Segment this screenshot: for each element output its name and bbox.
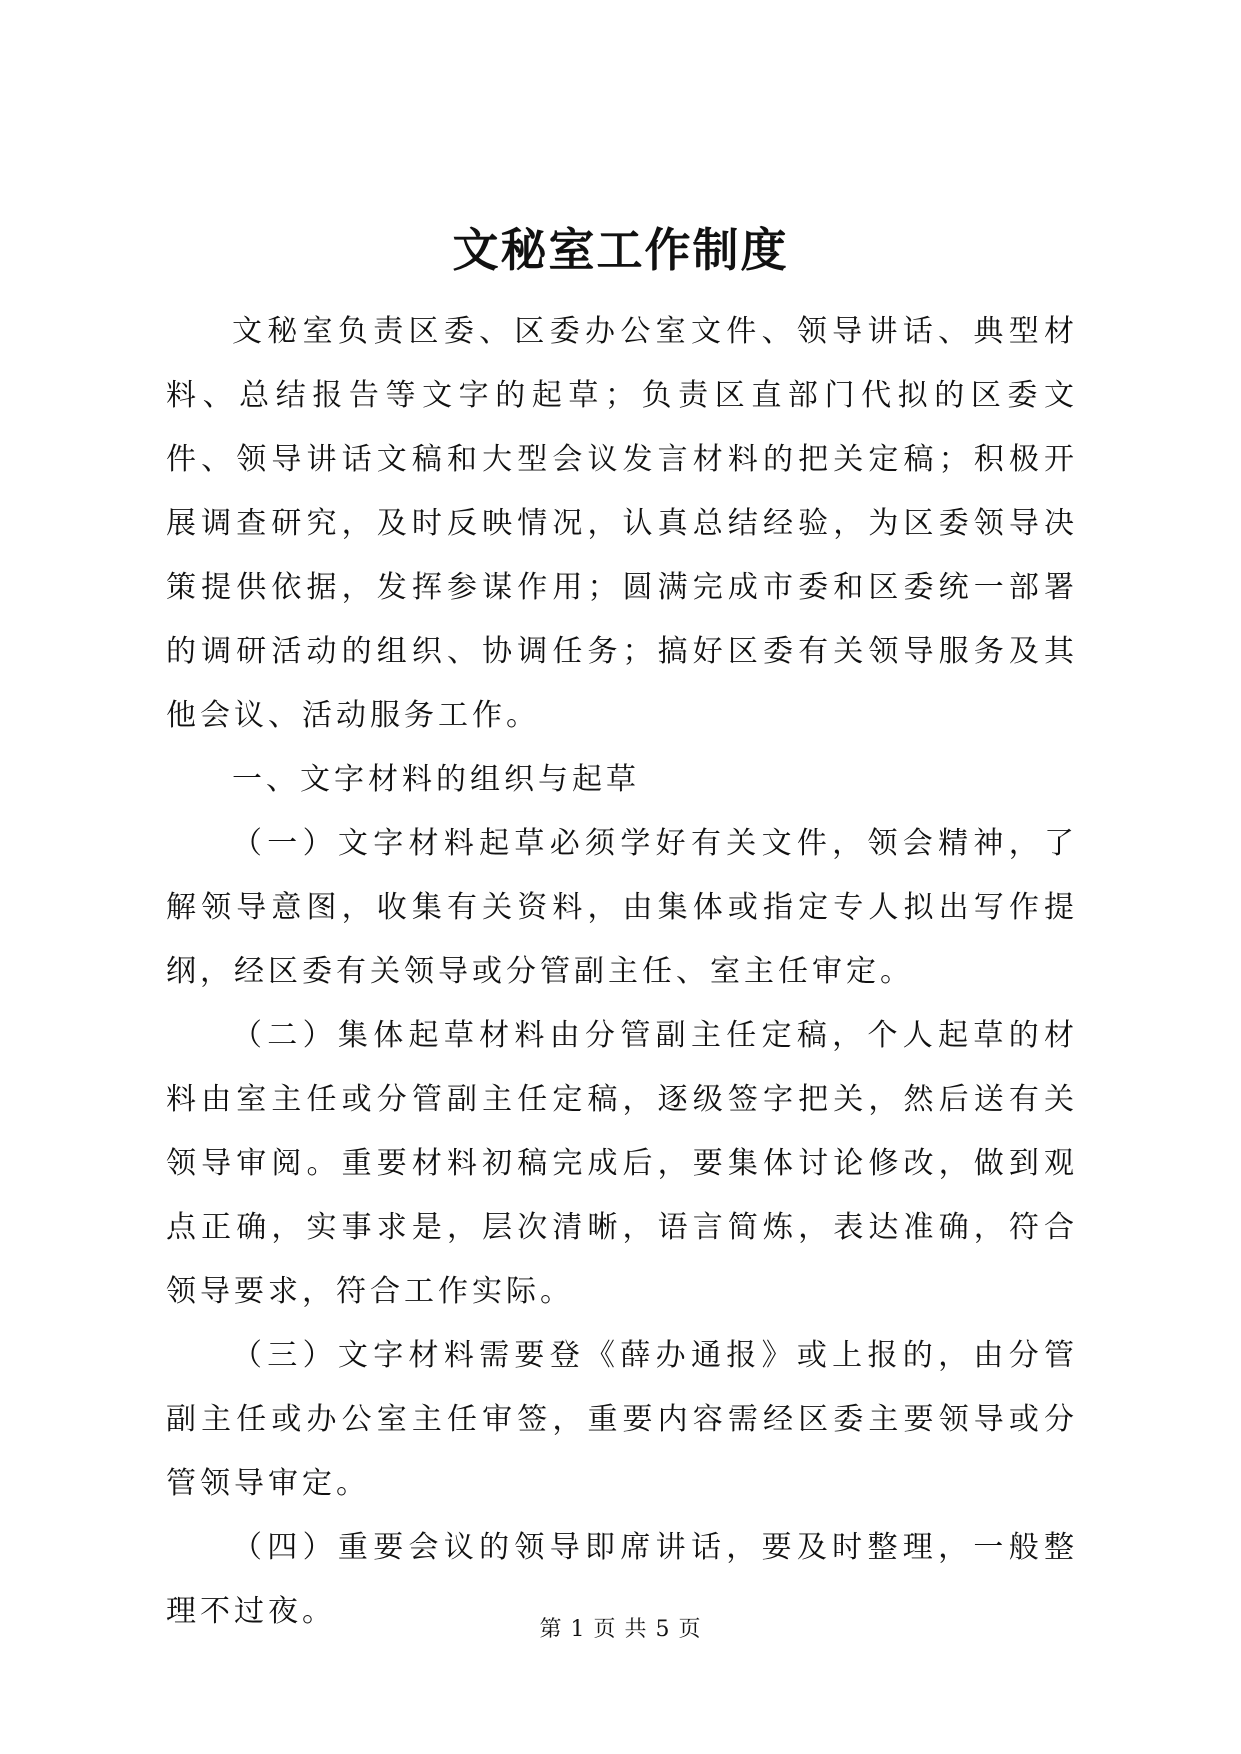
document-title: 文秘室工作制度 — [452, 223, 789, 277]
document-body — [166, 300, 1078, 1644]
paragraph-intro: 文秘室负责区委、区委办公室文件、领导讲话、典型材料、总结报告等文字的起草；负责区直部门代拟的区委文件、领导讲话文稿和大型会议发言材料的把关定稿；积极开展调查研究，及时反映情况，认真总结经验，为区委领导决策提供依据，发挥参谋作用；圆满完成市委和区委统一部署的调研活动的组织、协调任务；搞好区委有关领导服务及其他会议、活动服务工作。 — [166, 314, 1078, 733]
paragraph-item-4: （四）重要会议的领导即席讲话，要及时整理，一般整理不过夜。 — [166, 1530, 1078, 1629]
section-heading-1: 一、文字材料的组织与起草 — [232, 762, 640, 797]
paragraph-item-3: （三）文字材料需要登《薛办通报》或上报的，由分管副主任或办公室主任审签，重要内容需经区委主要领导或分管领导审定。 — [166, 1338, 1078, 1501]
paragraph-item-2: （二）集体起草材料由分管副主任定稿，个人起草的材料由室主任或分管副主任定稿，逐级签字把关，然后送有关领导审阅。重要材料初稿完成后，要集体讨论修改，做到观点正确，实事求是，层次清晰，语言简炼，表达准确，符合领导要求，符合工作实际。 — [166, 1018, 1078, 1309]
paragraph-item-1: （一）文字材料起草必须学好有关文件，领会精神，了解领导意图，收集有关资料，由集体或指定专人拟出写作提纲，经区委有关领导或分管副主任、室主任审定。 — [166, 826, 1078, 989]
page-footer: 第 1 页 共 5 页 — [539, 1617, 702, 1642]
